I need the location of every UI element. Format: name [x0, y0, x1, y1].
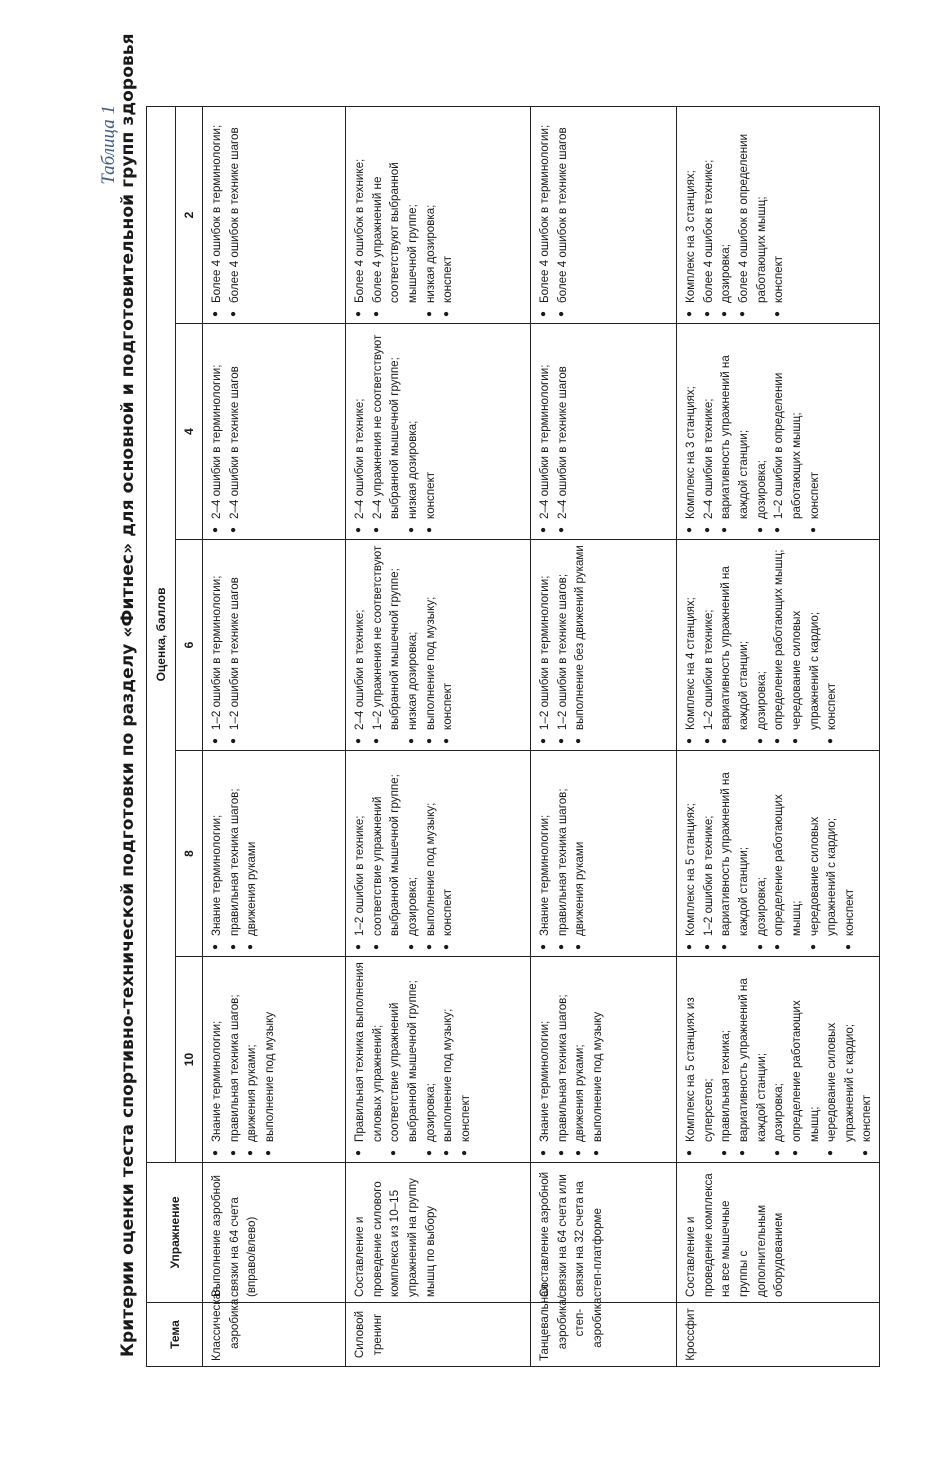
header-score-8: 8 — [176, 751, 203, 957]
list-item: ● конспект — [858, 962, 876, 1157]
table-row — [677, 106, 880, 1366]
list-item: ● Более 4 ошибок в технике; — [351, 112, 369, 318]
list-item: ● выполнение под музыку; — [422, 756, 440, 951]
list-item: ● конспект — [770, 112, 788, 318]
list-item: ● дозировка; — [404, 756, 422, 951]
list-item: ● 1–2 ошибки в технике шагов; — [554, 545, 572, 745]
table-row — [346, 106, 531, 1366]
table-row — [203, 106, 346, 1366]
criteria-cell — [677, 324, 880, 540]
list-item: ● Знание терминологии; — [208, 756, 226, 951]
criteria-list — [351, 962, 474, 1157]
criteria-list — [536, 329, 571, 534]
criteria-cell — [346, 540, 531, 751]
criteria-cell — [677, 751, 880, 957]
list-item: ● правильная техника шагов; — [554, 962, 572, 1157]
header-topic: Тема — [147, 1303, 203, 1367]
exercise-cell: Выполнение аэробной связки на 64 счета (вправо/влево) — [203, 1163, 346, 1303]
criteria-list — [208, 756, 261, 951]
list-item: ● соответствие упражнений выбранной мышечной группе; — [369, 756, 404, 951]
list-item: ● выполнение под музыку — [589, 962, 607, 1157]
criteria-list — [536, 545, 589, 745]
list-item: ● 2–4 ошибки в технике; — [351, 545, 369, 745]
list-item: ● правильная техника шагов; — [226, 756, 244, 951]
list-item: ● выполнение под музыку; — [439, 962, 457, 1157]
list-item: ● движения руками — [243, 756, 261, 951]
criteria-list — [536, 962, 606, 1157]
topic-label: Кроссфит — [684, 1308, 698, 1361]
list-item: ● 1–2 ошибки в технике; — [700, 756, 718, 951]
criteria-cell — [677, 957, 880, 1163]
table-body — [203, 106, 880, 1366]
list-item: ● дозировка; — [717, 112, 735, 318]
criteria-cell — [531, 751, 677, 957]
exercise-cell: Составление и проведение силового комплекса из 10–15 упражнений на группу мышц по выбору — [346, 1163, 531, 1303]
list-item: ● конспект — [439, 545, 457, 745]
list-item: ● 1–2 ошибки в терминологии; — [536, 545, 554, 745]
list-item: ● более 4 ошибок в технике шагов — [554, 112, 572, 318]
list-item: ● конспект — [439, 756, 457, 951]
list-item: ● конспект — [806, 329, 824, 534]
list-item: ● 1–2 ошибки в определении работающих мышц; — [770, 329, 805, 534]
list-item: ● Более 4 ошибок в терминологии; — [536, 112, 554, 318]
list-item: ● низкая дозировка; — [422, 112, 440, 318]
criteria-cell — [203, 324, 346, 540]
criteria-list — [208, 329, 243, 534]
list-item: ● Знание терминологии; — [536, 962, 554, 1157]
topic-label: Танцевальная аэробика/степ-аэробика — [538, 1284, 605, 1361]
list-item: ● выполнение без движений руками — [571, 545, 589, 745]
table-row — [531, 106, 677, 1366]
list-item: ● выполнение под музыку; — [422, 545, 440, 745]
list-item: ● правильная техника шагов; — [226, 962, 244, 1157]
list-item: ● более 4 упражнений не соответствуют выбранной мышечной группе; — [369, 112, 422, 318]
criteria-list — [351, 756, 457, 951]
list-item: ● дозировка; — [753, 545, 771, 745]
list-item: ● правильная техника шагов; — [554, 756, 572, 951]
list-item: ● дозировка; — [770, 962, 788, 1157]
criteria-table — [146, 106, 880, 1367]
list-item: ● определение работающих мышц; — [770, 756, 805, 951]
list-item: ● движения руками; — [571, 962, 589, 1157]
list-item: ● Комплекс на 4 станциях; — [682, 545, 700, 745]
list-item: ● Знание терминологии; — [536, 756, 554, 951]
list-item: ● Комплекс на 3 станциях; — [682, 329, 700, 534]
topic-cell — [346, 1303, 531, 1367]
list-item: ● 2–4 ошибки в технике; — [700, 329, 718, 534]
criteria-list — [351, 112, 457, 318]
criteria-cell — [346, 957, 531, 1163]
topic-cell — [203, 1286, 346, 1367]
list-item: ● конспект — [841, 756, 859, 951]
header-score-10: 10 — [176, 957, 203, 1163]
criteria-list — [536, 756, 589, 951]
list-item: ● чередование силовых упражнений с кардио; — [823, 962, 858, 1157]
criteria-cell — [677, 540, 880, 751]
list-item: ● вариативность упражнений на каждой станции; — [717, 329, 752, 534]
header-score-group: Оценка, баллов — [147, 106, 176, 1162]
list-item: ● правильная техника; — [717, 962, 735, 1157]
criteria-cell — [346, 751, 531, 957]
list-item: ● 2–4 ошибки в технике шагов — [554, 329, 572, 534]
topic-label: Силовой тренинг — [353, 1310, 384, 1359]
list-item: ● 2–4 ошибки в терминологии; — [536, 329, 554, 534]
list-item: ● вариативность упражнений на каждой станции; — [717, 545, 752, 745]
list-item: ● выполнение под музыку — [261, 962, 279, 1157]
list-item: ● движения руками; — [243, 962, 261, 1157]
list-item: ● определение работающих мышц; — [788, 962, 823, 1157]
header-score-4: 4 — [176, 324, 203, 540]
criteria-list — [351, 545, 457, 745]
criteria-cell — [203, 957, 346, 1163]
list-item: ● конспект — [823, 545, 841, 745]
criteria-list — [682, 756, 858, 951]
list-item: ● конспект — [439, 112, 457, 318]
list-item: ● вариативность упражнений на каждой станции; — [717, 756, 752, 951]
list-item: ● вариативность упражнений на каждой станции; — [735, 962, 770, 1157]
list-item: ● 2–4 упражнения не соответствуют выбранной мышечной группе; — [369, 329, 404, 534]
list-item: ● чередование силовых упражнений с кардио; — [806, 756, 841, 951]
criteria-list — [351, 329, 439, 534]
topic-cell — [677, 1303, 880, 1367]
criteria-list — [682, 329, 823, 534]
criteria-cell — [203, 751, 346, 957]
criteria-list — [208, 962, 278, 1157]
list-item: ● 2–4 ошибки в терминологии; — [208, 329, 226, 534]
criteria-cell — [531, 540, 677, 751]
list-item: ● соответствие упражнений выбранной мышечной группе; — [386, 962, 421, 1157]
criteria-list — [208, 112, 243, 318]
list-item: ● дозировка; — [753, 756, 771, 951]
exercise-cell: Составление аэробной связки на 64 счета или связки на 32 счета на степ-платформе — [531, 1163, 677, 1303]
criteria-list — [536, 112, 571, 318]
criteria-cell — [531, 106, 677, 323]
list-item: ● низкая дозировка; — [404, 329, 422, 534]
list-item: ● конспект — [422, 329, 440, 534]
exercise-cell: Составление и проведение комплекса на все мышечные группы с дополнительным оборудованием — [677, 1163, 880, 1303]
list-item: ● движения руками — [571, 756, 589, 951]
criteria-cell — [346, 324, 531, 540]
header-exercise: Упражнение — [147, 1163, 203, 1303]
list-item: ● 1–2 упражнения не соответствуют выбранной мышечной группе; — [369, 545, 404, 745]
header-score-2: 2 — [176, 106, 203, 323]
list-item: ● Комплекс на 5 станциях из суперсетов; — [682, 962, 717, 1157]
list-item: ● 2–4 ошибки в технике; — [351, 329, 369, 534]
criteria-cell — [677, 106, 880, 323]
list-item: ● более 4 ошибок в технике; — [700, 112, 718, 318]
list-item: ● Более 4 ошибок в терминологии; — [208, 112, 226, 318]
criteria-cell — [203, 540, 346, 751]
list-item: ● Правильная техника выполнения силовых упражнений; — [351, 962, 386, 1157]
list-item: ● 1–2 ошибки в технике; — [700, 545, 718, 745]
list-item: ● дозировка; — [422, 962, 440, 1157]
list-item: ● 1–2 ошибки в технике; — [351, 756, 369, 951]
criteria-list — [682, 545, 840, 745]
list-item: ● чередование силовых упражнений с кардио; — [788, 545, 823, 745]
list-item: ● более 4 ошибок в определении работающих мышц; — [735, 112, 770, 318]
page-title: Критерии оценки теста спортивно-технической подготовки по разделу «Фитнес» для основной и подготовительной групп здоровья — [118, 33, 138, 1357]
criteria-cell — [531, 324, 677, 540]
list-item: ● более 4 ошибок в технике шагов — [226, 112, 244, 318]
list-item: ● Знание терминологии; — [208, 962, 226, 1157]
criteria-cell — [346, 106, 531, 323]
table-caption: Таблица 1 — [98, 105, 119, 185]
list-item: ● 1–2 ошибки в терминологии; — [208, 545, 226, 745]
list-item: ● дозировка; — [753, 329, 771, 534]
topic-label: Классическая аэробика — [210, 1286, 241, 1361]
list-item: ● Комплекс на 3 станциях; — [682, 112, 700, 318]
list-item: ● Комплекс на 5 станциях; — [682, 756, 700, 951]
list-item: ● определение работающих мышц; — [770, 545, 788, 745]
criteria-list — [208, 545, 243, 745]
criteria-cell — [531, 957, 677, 1163]
topic-cell — [531, 1284, 677, 1367]
criteria-list — [682, 962, 876, 1157]
criteria-list — [682, 112, 788, 318]
list-item: ● 2–4 ошибки в технике шагов — [226, 329, 244, 534]
header-score-6: 6 — [176, 540, 203, 751]
list-item: ● 1–2 ошибки в технике шагов — [226, 545, 244, 745]
criteria-cell — [203, 106, 346, 323]
list-item: ● низкая дозировка; — [404, 545, 422, 745]
list-item: ● конспект — [457, 962, 475, 1157]
